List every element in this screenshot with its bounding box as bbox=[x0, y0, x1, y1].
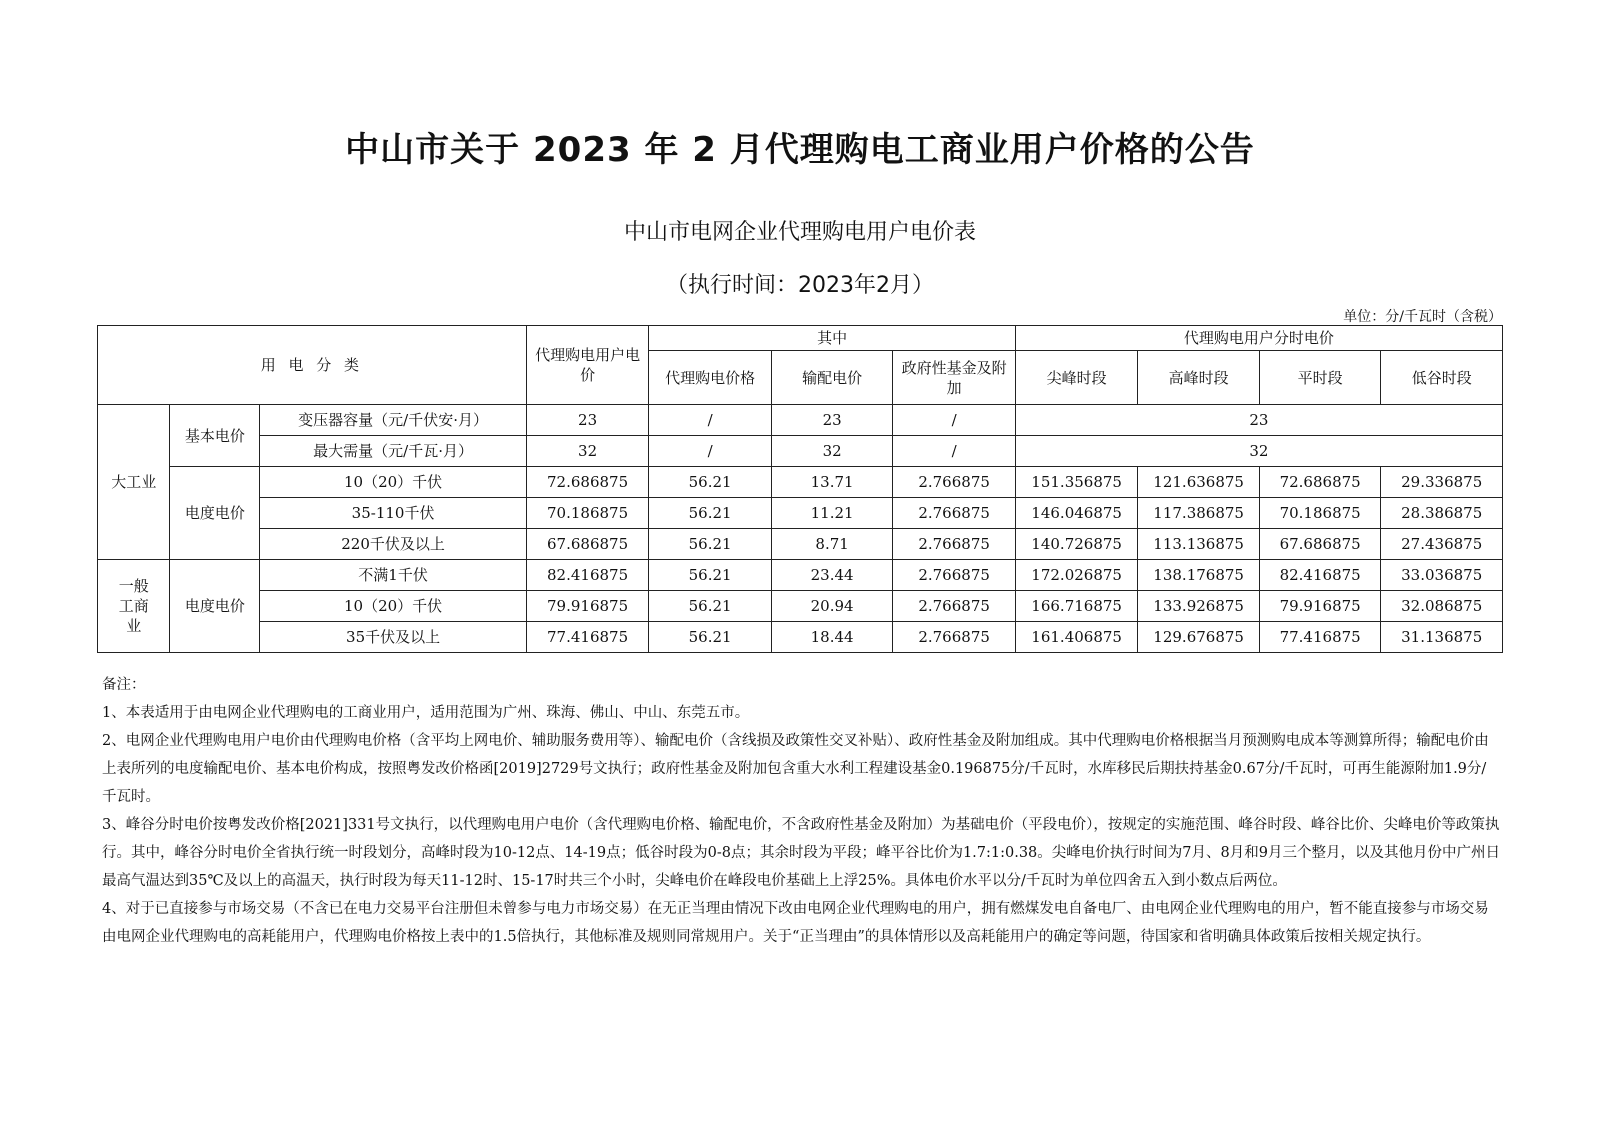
cell-valley: 33.036875 bbox=[1381, 560, 1503, 591]
row-label: 10（20）千伏 bbox=[260, 467, 527, 498]
cell-flat: 77.416875 bbox=[1259, 622, 1381, 653]
cell-purchase: 56.21 bbox=[649, 498, 772, 529]
header-flat: 平时段 bbox=[1259, 351, 1381, 405]
cell-purchase: 56.21 bbox=[649, 467, 772, 498]
cell-peak: 133.926875 bbox=[1138, 591, 1260, 622]
table-row bbox=[98, 405, 1503, 436]
cell-flat: 82.416875 bbox=[1259, 560, 1381, 591]
cell-flat: 67.686875 bbox=[1259, 529, 1381, 560]
cell-peak: 138.176875 bbox=[1138, 560, 1260, 591]
table-row bbox=[98, 591, 1503, 622]
cell-purchase: / bbox=[649, 436, 772, 467]
note-4: 4、对于已直接参与市场交易（不含已在电力交易平台注册但未曾参与电力市场交易）在无正当理由情况下改由电网企业代理购电的用户，拥有燃煤发电自备电厂、由电网企业代理购电的用户，暂不能直接参与市场交易由电网企业代理购电的高耗能用户，代理购电价格按上表中的1.5倍执行，其他标准及规则同常规用户。关于“正当理由”的具体情形以及高耗能用户的确定等问题，待国家和省明确具体政策后按相关规定执行。 bbox=[102, 901, 1489, 945]
cell-sharp: 161.406875 bbox=[1015, 622, 1138, 653]
group-large-industry: 大工业 bbox=[98, 405, 170, 560]
row-label: 220千伏及以上 bbox=[260, 529, 527, 560]
cell-fund: 2.766875 bbox=[893, 622, 1016, 653]
cell-tou: 23 bbox=[1015, 405, 1502, 436]
notes-heading: 备注： bbox=[102, 677, 146, 693]
header-valley: 低谷时段 bbox=[1381, 351, 1503, 405]
row-label: 最大需量（元/千瓦·月） bbox=[260, 436, 527, 467]
group-energy-price: 电度电价 bbox=[170, 467, 260, 560]
cell-transmission: 18.44 bbox=[771, 622, 893, 653]
cell-user-price: 79.916875 bbox=[526, 591, 649, 622]
cell-purchase: / bbox=[649, 405, 772, 436]
cell-valley: 32.086875 bbox=[1381, 591, 1503, 622]
header-row-1 bbox=[98, 326, 1503, 351]
row-label: 不满1千伏 bbox=[260, 560, 527, 591]
cell-flat: 70.186875 bbox=[1259, 498, 1381, 529]
cell-purchase: 56.21 bbox=[649, 591, 772, 622]
cell-sharp: 151.356875 bbox=[1015, 467, 1138, 498]
page-title: 中山市关于 2023 年 2 月代理购电工商业用户价格的公告 bbox=[345, 130, 1255, 170]
cell-sharp: 172.026875 bbox=[1015, 560, 1138, 591]
cell-peak: 117.386875 bbox=[1138, 498, 1260, 529]
cell-tou: 32 bbox=[1015, 436, 1502, 467]
table-row bbox=[98, 560, 1503, 591]
row-label: 10（20）千伏 bbox=[260, 591, 527, 622]
table-title: 中山市电网企业代理购电用户电价表 bbox=[623, 220, 976, 245]
cell-transmission: 23.44 bbox=[771, 560, 893, 591]
cell-valley: 31.136875 bbox=[1381, 622, 1503, 653]
cell-flat: 79.916875 bbox=[1259, 591, 1381, 622]
table-row bbox=[98, 622, 1503, 653]
cell-peak: 129.676875 bbox=[1138, 622, 1260, 653]
cell-user-price: 23 bbox=[526, 405, 649, 436]
cell-fund: / bbox=[893, 436, 1016, 467]
cell-fund: 2.766875 bbox=[893, 560, 1016, 591]
cell-user-price: 70.186875 bbox=[526, 498, 649, 529]
cell-flat: 72.686875 bbox=[1259, 467, 1381, 498]
cell-valley: 27.436875 bbox=[1381, 529, 1503, 560]
cell-fund: 2.766875 bbox=[893, 591, 1016, 622]
note-3: 3、峰谷分时电价按粤发改价格[2021]331号文执行，以代理购电用户电价（含代理购电价格、输配电价，不含政府性基金及附加）为基础电价（平段电价），按规定的实施范围、峰谷时段、峰谷比价、尖峰电价等政策执行。其中，峰谷分时电价全省执行统一时段划分，高峰时段为10-12点、14-19点；低谷时段为0-8点；其余时段为平段；峰平谷比价为1.7:1:0.38。尖峰电价执行时间为7月、8月和9月三个整月，以及其他月份中广州日最高气温达到35℃及以上的高温天，执行时段为每天11-12时、15-17时共三个小时，尖峰电价在峰段电价基础上上浮25%。具体电价水平以分/千瓦时为单位四舍五入到小数点后两位。 bbox=[102, 817, 1500, 889]
header-of-which: 其中 bbox=[649, 326, 1016, 351]
header-peak: 高峰时段 bbox=[1138, 351, 1260, 405]
execution-time: （执行时间：2023年2月） bbox=[666, 273, 934, 298]
cell-fund: 2.766875 bbox=[893, 467, 1016, 498]
table-row bbox=[98, 529, 1503, 560]
table-row bbox=[98, 498, 1503, 529]
cell-purchase: 56.21 bbox=[649, 529, 772, 560]
cell-transmission: 32 bbox=[771, 436, 893, 467]
cell-peak: 121.636875 bbox=[1138, 467, 1260, 498]
group-basic-price: 基本电价 bbox=[170, 405, 260, 467]
cell-fund: / bbox=[893, 405, 1016, 436]
cell-transmission: 20.94 bbox=[771, 591, 893, 622]
cell-user-price: 72.686875 bbox=[526, 467, 649, 498]
header-time-of-use: 代理购电用户分时电价 bbox=[1015, 326, 1502, 351]
table-row bbox=[98, 467, 1503, 498]
cell-fund: 2.766875 bbox=[893, 498, 1016, 529]
notes-section bbox=[102, 671, 1500, 951]
cell-sharp: 146.046875 bbox=[1015, 498, 1138, 529]
cell-transmission: 11.21 bbox=[771, 498, 893, 529]
cell-sharp: 166.716875 bbox=[1015, 591, 1138, 622]
group-energy-price-general: 电度电价 bbox=[170, 560, 260, 653]
cell-user-price: 67.686875 bbox=[526, 529, 649, 560]
header-user-price: 代理购电用户电价 bbox=[526, 326, 649, 405]
cell-purchase: 56.21 bbox=[649, 560, 772, 591]
cell-sharp: 140.726875 bbox=[1015, 529, 1138, 560]
cell-user-price: 77.416875 bbox=[526, 622, 649, 653]
group-general-commercial: 一般工商业 bbox=[98, 560, 170, 653]
cell-valley: 29.336875 bbox=[1381, 467, 1503, 498]
cell-transmission: 23 bbox=[771, 405, 893, 436]
cell-transmission: 8.71 bbox=[771, 529, 893, 560]
header-sharp-peak: 尖峰时段 bbox=[1015, 351, 1138, 405]
cell-user-price: 32 bbox=[526, 436, 649, 467]
row-label: 35千伏及以上 bbox=[260, 622, 527, 653]
row-label: 变压器容量（元/千伏安·月） bbox=[260, 405, 527, 436]
cell-user-price: 82.416875 bbox=[526, 560, 649, 591]
note-1: 1、本表适用于由电网企业代理购电的工商业用户，适用范围为广州、珠海、佛山、中山、东莞五市。 bbox=[102, 705, 750, 721]
cell-transmission: 13.71 bbox=[771, 467, 893, 498]
price-table bbox=[97, 325, 1503, 653]
header-purchase-price: 代理购电价格 bbox=[649, 351, 772, 405]
table-row bbox=[98, 436, 1503, 467]
cell-valley: 28.386875 bbox=[1381, 498, 1503, 529]
cell-peak: 113.136875 bbox=[1138, 529, 1260, 560]
note-2: 2、电网企业代理购电用户电价由代理购电价格（含平均上网电价、辅助服务费用等）、输配电价（含线损及政策性交叉补贴）、政府性基金及附加组成。其中代理购电价格根据当月预测购电成本等测算所得；输配电价由上表所列的电度输配电价、基本电价构成，按照粤发改价格函[2019]2729号文执行；政府性基金及附加包含重大水利工程建设基金0.196875分/千瓦时，水库移民后期扶持基金0.67分/千瓦时，可再生能源附加1.9分/千瓦时。 bbox=[102, 733, 1489, 805]
cell-purchase: 56.21 bbox=[649, 622, 772, 653]
header-fund: 政府性基金及附加 bbox=[893, 351, 1016, 405]
header-category: 用 电 分 类 bbox=[98, 326, 527, 405]
cell-fund: 2.766875 bbox=[893, 529, 1016, 560]
row-label: 35-110千伏 bbox=[260, 498, 527, 529]
header-transmission: 输配电价 bbox=[771, 351, 893, 405]
unit-label: 单位：分/千瓦时（含税） bbox=[1343, 309, 1502, 325]
